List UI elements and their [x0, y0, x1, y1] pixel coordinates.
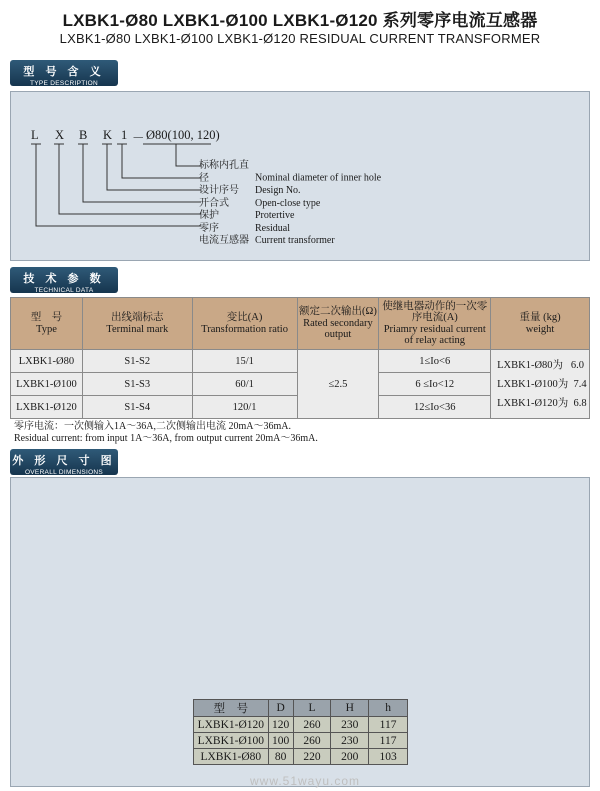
- overall-dimensions-tab: [10, 449, 118, 475]
- cell-ratio: 15/1: [192, 350, 297, 373]
- code-letter-k: K: [103, 128, 113, 142]
- desc-item: 零序 Residual: [199, 222, 290, 234]
- cell-terminal: S1-S4: [82, 396, 192, 419]
- table-row: LXBK1-Ø80 80 220 200 103: [194, 749, 408, 765]
- technical-data-tab: [10, 267, 118, 293]
- header-terminal: 出线端标志 Terminal mark: [82, 298, 192, 350]
- header-weight: 重量 (kg) weight: [491, 298, 590, 350]
- cell-output: ≤2.5: [297, 350, 379, 419]
- tab-title-en: TYPE DESCRIPTION: [29, 80, 98, 87]
- code-digit-1: 1: [121, 128, 128, 142]
- dimension-table: [193, 699, 408, 765]
- page-subtitle: LXBK1-Ø80 LXBK1-Ø100 LXBK1-Ø120 RESIDUAL CURRENT TRANSFORMER: [59, 31, 541, 46]
- technical-data-table: [10, 297, 590, 419]
- cell-type: LXBK1-Ø120: [11, 396, 83, 419]
- cell-type: LXBK1-Ø80: [11, 350, 83, 373]
- tab-title-en: TECHNICAL DATA: [34, 287, 94, 294]
- tab-title-en: OVERALL DIMENSIONS: [24, 469, 104, 476]
- header-ratio: 变比(A) Transformation ratio: [192, 298, 297, 350]
- watermark: www.51wayu.com: [250, 774, 361, 788]
- cell-weight: LXBK1-Ø80为 6.0 LXBK1-Ø100为 7.4 LXBK1-Ø120为 6.8: [491, 350, 590, 419]
- type-description-tab: [10, 60, 118, 86]
- tab-title-zh: 型 号 含 义: [23, 66, 105, 78]
- code-letter-b: B: [79, 128, 88, 142]
- header-output: 额定二次输出(Ω) Rated secondary output: [297, 298, 379, 350]
- residual-note-zh: 零序电流：一次侧输入1A～36A,二次侧输出电流 20mA～36mA.: [14, 421, 291, 432]
- cell-relay: 6 ≤Io<12: [379, 373, 491, 396]
- cell-ratio: 60/1: [192, 373, 297, 396]
- dimension-header-row: 型 号 D L H h: [194, 700, 408, 717]
- desc-item: 保护 Protertive: [199, 210, 295, 221]
- table-row: LXBK1-Ø100 100 260 230 117: [194, 733, 408, 749]
- desc-item: 电流互感器 Current transformer: [199, 235, 335, 246]
- header-relay: 使继电器动作的一次零序电流(A) Priamry residual current of relay acting: [379, 298, 491, 350]
- cell-terminal: S1-S2: [82, 350, 192, 373]
- table-row: LXBK1-Ø120 120 260 230 117: [194, 717, 408, 733]
- page-title: LXBK1-Ø80 LXBK1-Ø100 LXBK1-Ø120 系列零序电流互感器: [62, 11, 538, 30]
- tab-title-zh: 外 形 尺 寸 图: [12, 455, 116, 467]
- table-header-row: [11, 298, 590, 350]
- cell-relay: 12≤Io<36: [379, 396, 491, 419]
- cell-type: LXBK1-Ø100: [11, 373, 83, 396]
- code-letter-l: L: [31, 128, 39, 142]
- type-description-panel: L X B K 1 － Ø80(100, 120) 标称内孔直径 Nominal diameter of inner hole 设计序号 Design No. 开合式 Open-close type 保护 Protertive 零序 Residual 电流互感器 Current transformer: [10, 91, 590, 261]
- tab-title-zh: 技 术 参 数: [23, 273, 105, 285]
- desc-item: 标称内孔直径 Nominal diameter of inner hole: [199, 160, 382, 184]
- cell-ratio: 120/1: [192, 396, 297, 419]
- code-suffix: Ø80(100, 120): [146, 128, 220, 142]
- code-letter-x: X: [55, 128, 65, 142]
- cell-terminal: S1-S3: [82, 373, 192, 396]
- desc-item: 开合式 Open-close type: [199, 197, 321, 209]
- desc-item: 设计序号 Design No.: [199, 185, 301, 196]
- type-description-list: [199, 160, 381, 248]
- residual-note-en: Residual current: from input 1A～36A, from output current 20mA～36mA.: [14, 433, 318, 444]
- table-row: [11, 350, 590, 373]
- cell-relay: 1≤Io<6: [379, 350, 491, 373]
- header-type: 型 号 Type: [11, 298, 83, 350]
